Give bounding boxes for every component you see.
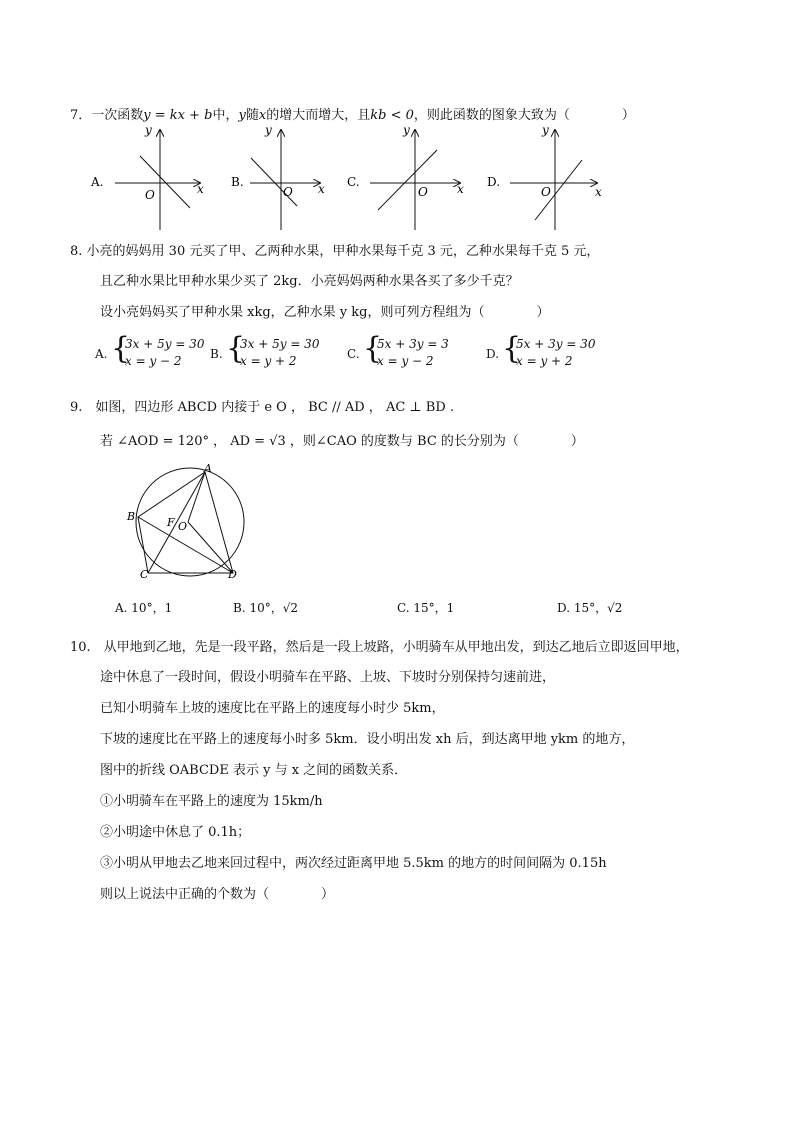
q8-option-a-label: A. [95, 347, 108, 361]
q10-statement-1: ①小明骑车在平路上的速度为 15km/h [100, 794, 323, 809]
q8-option-c-label: C. [347, 347, 360, 361]
q10-line5: 图中的折线 OABCDE 表示 y 与 x 之间的函数关系． [100, 763, 408, 778]
q8-option-a-eq1: 3x + 5y = 30 [125, 337, 205, 351]
q7-a-axis-y: y [145, 123, 152, 137]
q9-point-c: C [140, 568, 149, 581]
q7-c-origin: O [418, 185, 428, 199]
q7-graphs [85, 120, 625, 235]
q9-option-c: C. 15°，1 [397, 601, 455, 615]
q8-option-c-eq2: x = y − 2 [377, 354, 434, 368]
q8-option-d-eq2: x = y + 2 [516, 354, 573, 368]
q7-c-axis-y: y [403, 123, 410, 137]
q9-point-o: O [178, 520, 188, 533]
q7-mid2: 随 [245, 108, 259, 123]
q7-graph-b [231, 123, 325, 230]
q7-b-origin: O [283, 185, 293, 199]
q9-point-a: A [204, 462, 212, 475]
q7-y-var: y [238, 108, 246, 123]
q7-x-var: x [258, 108, 267, 123]
q9-line2: 若 ∠AOD = 120° ， AD = √3 ，则∠CAO 的度数与 BC 的长分别为（ ） [100, 434, 584, 449]
q7-graph-a [90, 123, 204, 230]
q8-line3: 设小亮妈妈买了甲种水果 xkg，乙种水果 y kg，则可列方程组为（ ） [100, 305, 550, 320]
q7-cond: kb < 0 [370, 108, 414, 123]
q10-line6: 则以上说法中正确的个数为（ ） [100, 887, 335, 902]
brace-icon: { [111, 331, 131, 366]
q8-option-d-label: D. [486, 347, 500, 361]
q9-figure [120, 462, 260, 587]
q7-b-axis-y: y [265, 123, 272, 137]
brace-icon: { [363, 331, 383, 366]
q8-line1: 8. 小亮的妈妈用 30 元买了甲、乙两种水果，甲种水果每千克 3 元，乙种水果每千克 5 元， [70, 244, 600, 259]
q9-option-d: D. 15°，√2 [557, 601, 623, 615]
q7-option-d-label: D. [487, 175, 501, 189]
q10-line1: 10. 从甲地到乙地，先是一段平路，然后是一段上坡路，小明骑车从甲地出发，到达乙地后立即返回甲地， [70, 640, 689, 655]
q7-mid3: 的增大而增大，且 [266, 108, 371, 123]
q7-option-c-label: C. [347, 175, 360, 189]
q7-d-origin: O [541, 185, 551, 199]
q7-graph-d [487, 123, 602, 230]
q7-c-axis-x: x [457, 182, 464, 196]
q7-graph-c [347, 123, 464, 230]
q8-option-d-eq1: 5x + 3y = 30 [516, 337, 596, 351]
q10-line3: 已知小明骑车上坡的速度比在平路上的速度每小时少 5km， [100, 701, 445, 716]
q7-lead: 7．一次函数 [70, 108, 144, 123]
q8-option-a-eq2: x = y − 2 [125, 354, 182, 368]
q9-option-a: A. 10°，1 [115, 601, 173, 615]
q7-mid1: 中， [212, 108, 239, 123]
q10-line4: 下坡的速度比在平路上的速度每小时多 5km．设小明出发 xh 后，到达离甲地 ykm 的地方， [100, 732, 635, 747]
q10-line2: 途中休息了一段时间，假设小明骑车在平路、上坡、下坡时分别保持匀速前进， [100, 670, 556, 685]
q8-option-c-eq1: 5x + 3y = 3 [377, 337, 449, 351]
q9-option-b: B. 10°，√2 [233, 601, 298, 615]
q10-statement-2: ②小明途中休息了 0.1h； [100, 825, 251, 840]
q7-d-axis-x: x [595, 185, 602, 199]
q8-option-b-eq1: 3x + 5y = 30 [240, 337, 320, 351]
q9-line1: 9. 如图，四边形 ABCD 内接于 e O ， BC // AD ， AC ⊥ BD . [70, 400, 455, 415]
brace-icon: { [226, 331, 246, 366]
q7-d-axis-y: y [542, 123, 549, 137]
q10-statement-3: ③小明从甲地去乙地来回过程中，两次经过距离甲地 5.5km 的地方的时间间隔为 0.15h [100, 856, 607, 871]
q8-option-b-eq2: x = y + 2 [240, 354, 297, 368]
q9-point-f: F [167, 516, 175, 529]
brace-icon: { [502, 331, 522, 366]
q9-point-b: B [127, 510, 136, 523]
q7-option-a-label: A. [91, 175, 104, 189]
q7-a-origin: O [145, 188, 155, 202]
q7-tail: ，则此函数的图象大致为（ ） [413, 108, 635, 123]
q8-line2: 且乙种水果比甲种水果少买了 2kg．小亮妈妈两种水果各买了多少千克？ [100, 274, 519, 289]
q7-a-axis-x: x [197, 182, 204, 196]
q7-option-b-label: B. [231, 175, 244, 189]
q7-b-axis-x: x [318, 182, 325, 196]
q7-formula: y = kx + b [143, 108, 213, 123]
q8-option-b-label: B. [210, 347, 223, 361]
q9-point-d: D [228, 568, 237, 581]
